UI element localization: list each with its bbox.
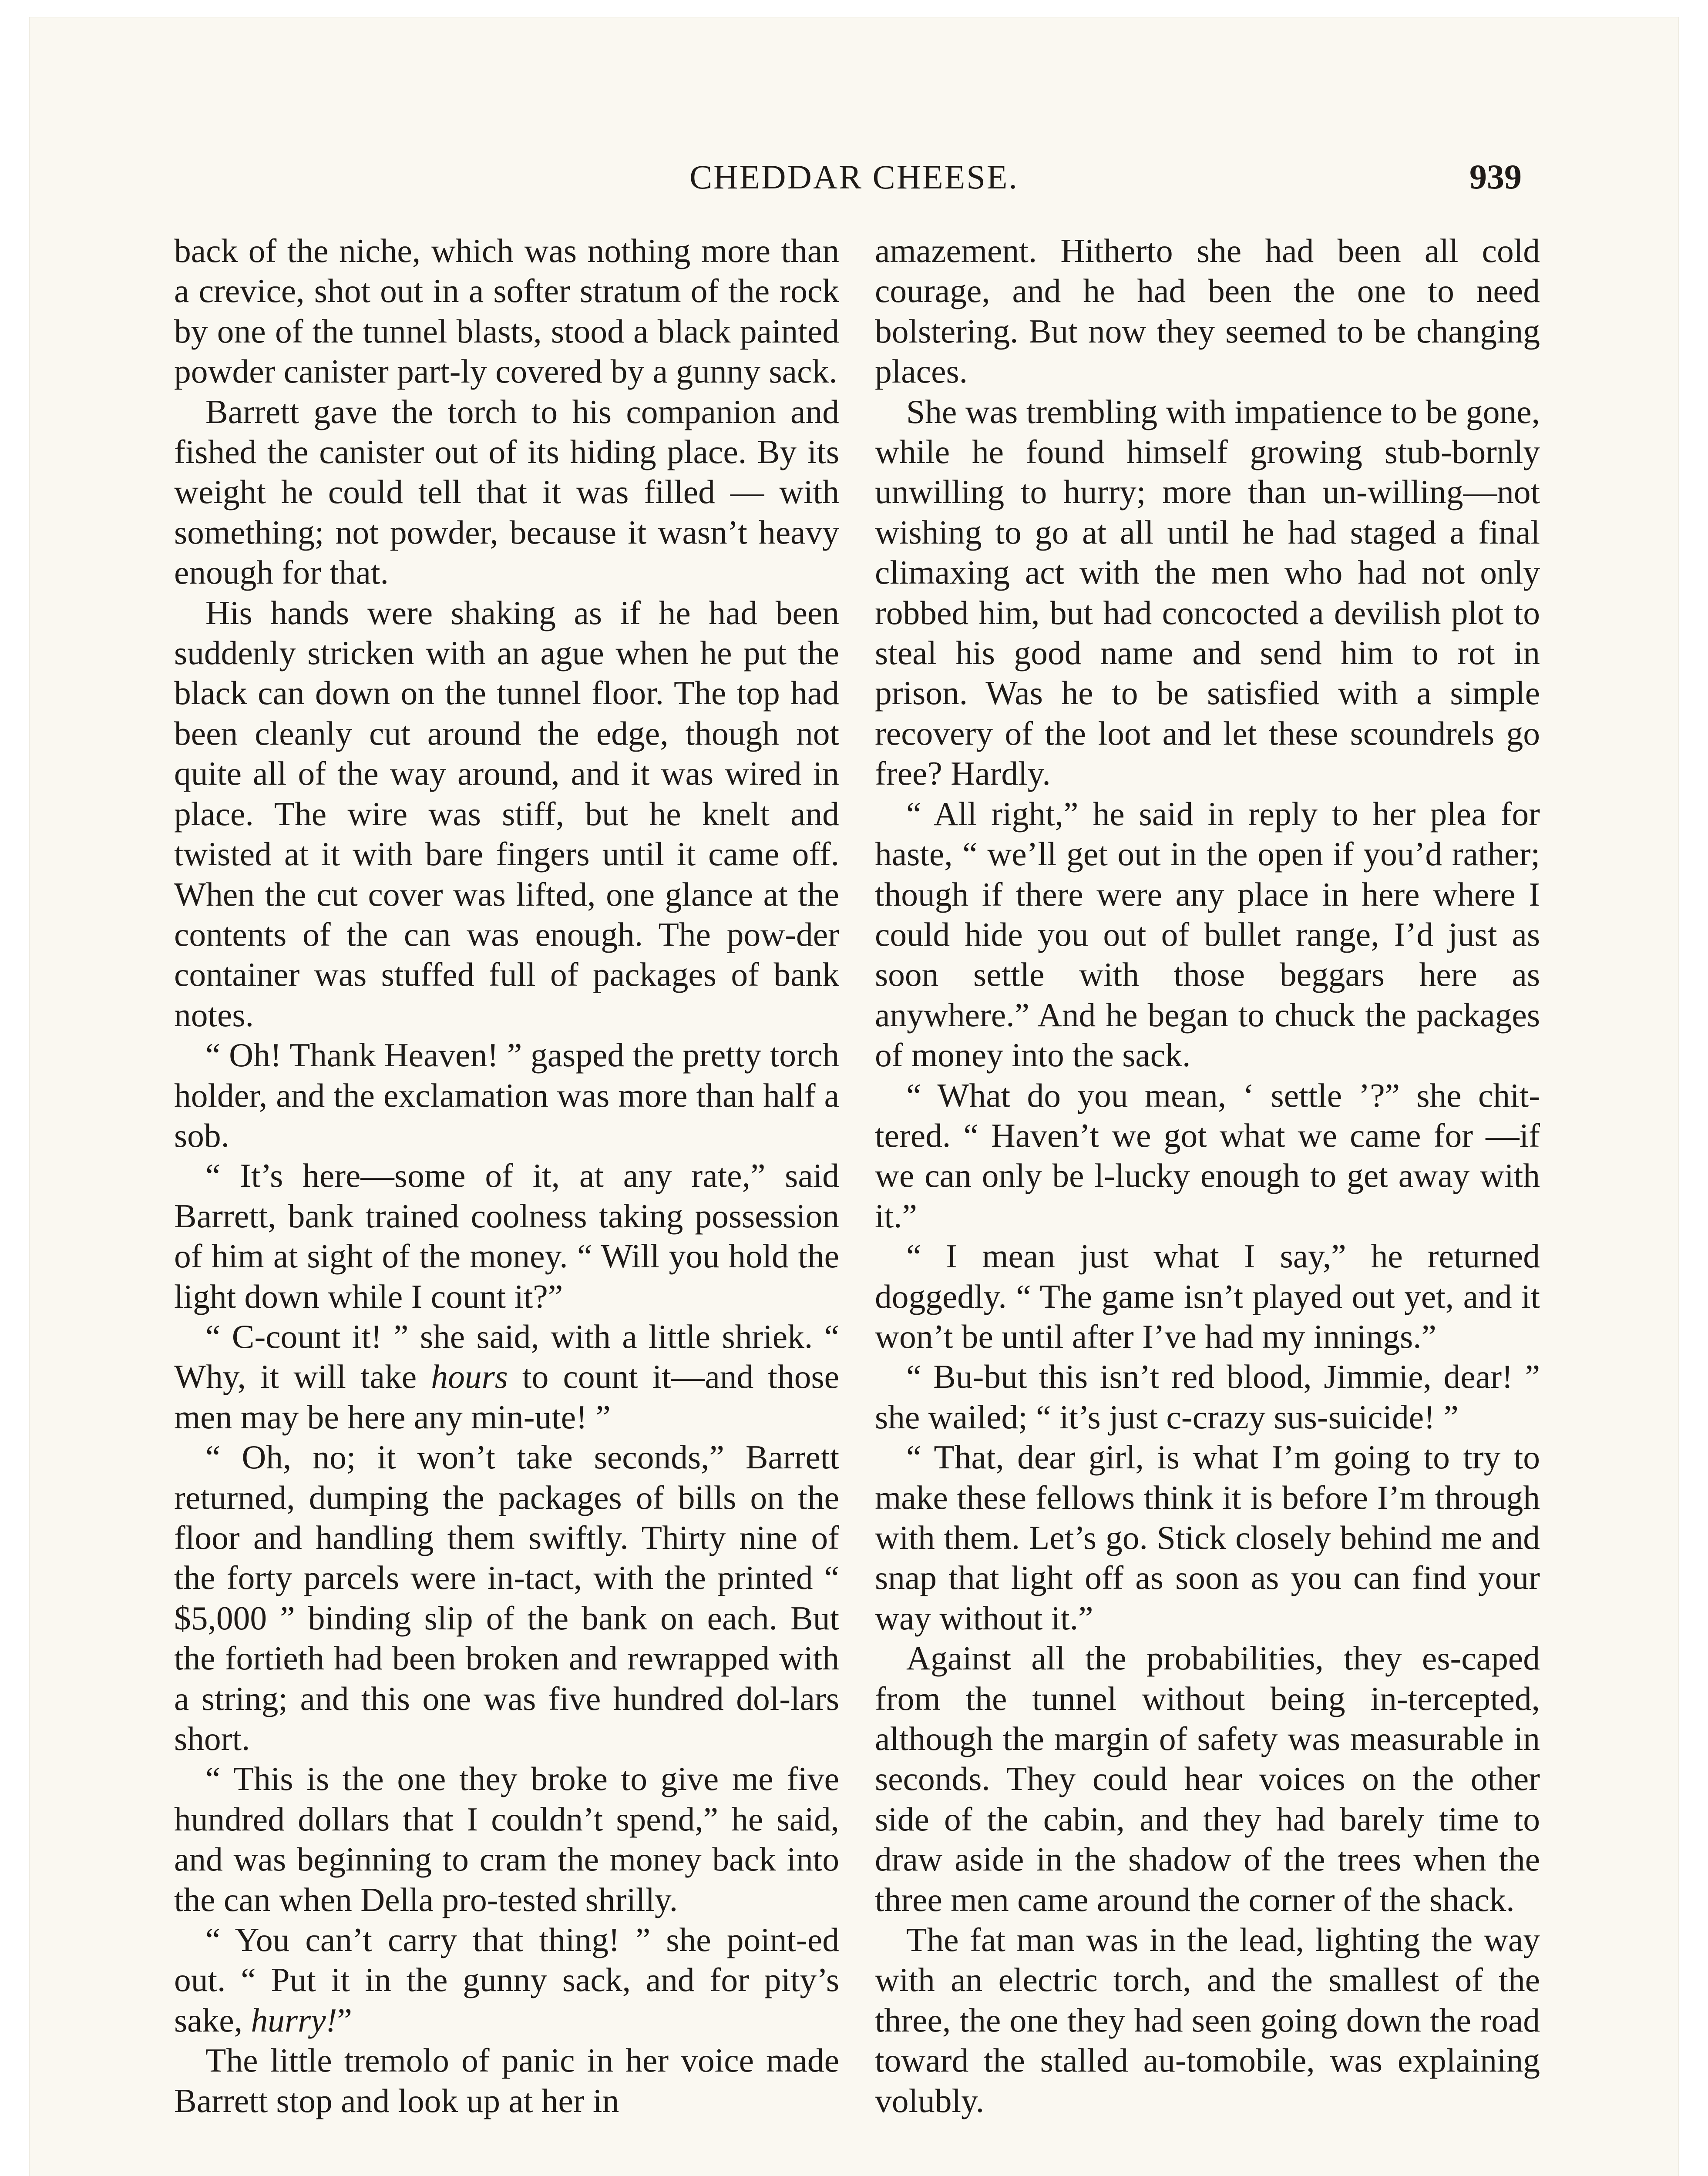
paragraph: Against all the probabilities, they es-caped from the tunnel without being in-tercepted, although the margin of safety was measurable in seconds. They could hear voices on the other side of the cabin, and they had barely time to draw aside in the shadow of the trees when the three men came around the corner of the shack. bbox=[875, 1639, 1540, 1918]
running-title: CHEDDAR CHEESE. bbox=[689, 158, 1019, 196]
page-header bbox=[30, 158, 1678, 205]
text-run: to count it—and those men may be here any min-ute! ” bbox=[174, 1358, 840, 1436]
book-page bbox=[30, 17, 1678, 2176]
paragraph bbox=[174, 1316, 839, 1437]
left-column bbox=[174, 231, 839, 2121]
paragraph bbox=[174, 1920, 839, 2040]
paragraph: “ All right,” he said in reply to her plea for haste, “ we’ll get out in the open if you’d rather; though if there were any place in here where I could hide you out of bullet range, I’d just as soon settle with those beggars here as anywhere.” And he began to chuck the packages of money into the sack. bbox=[875, 795, 1540, 1074]
text-run: ” bbox=[337, 2001, 352, 2039]
paragraph: She was trembling with impatience to be gone, while he found himself growing stub-bornly unwilling to hurry; more than un-willing—not wishing to go at all until he had staged a final climaxing act with the men who had not only robbed him, but had concocted a devilish plot to steal his good name and send him to rot in prison. Was he to be satisfied with a simple recovery of the loot and let these scoundrels go free? Hardly. bbox=[875, 393, 1540, 792]
italic-text: hours bbox=[431, 1358, 508, 1396]
paragraph: “ It’s here—some of it, at any rate,” said Barrett, bank trained coolness taking possession of him at sight of the money. “ Will you hold the light down while I count it?” bbox=[174, 1157, 839, 1315]
paragraph: “ Bu-but this isn’t red blood, Jimmie, dear! ” she wailed; “ it’s just c-crazy sus-suicide! ” bbox=[875, 1358, 1540, 1436]
paragraph: The little tremolo of panic in her voice made Barrett stop and look up at her in bbox=[174, 2042, 839, 2119]
italic-text: hurry! bbox=[251, 2001, 337, 2039]
paragraph: back of the niche, which was nothing more than a crevice, shot out in a softer stratum of the rock by one of the tunnel blasts, stood a black painted powder canister part-ly covered by a gunny sack. bbox=[174, 232, 839, 390]
paragraph: Barrett gave the torch to his companion and fished the canister out of its hiding place. By its weight he could tell that it was filled — with something; not powder, because it wasn’t heavy enough for that. bbox=[174, 393, 839, 591]
paragraph: His hands were shaking as if he had been suddenly stricken with an ague when he put the black can down on the tunnel floor. The top had been cleanly cut around the edge, though not quite all of the way around, and it was wired in place. The wire was stiff, but he knelt and twisted at it with bare fingers until it came off. When the cut cover was lifted, one glance at the contents of the can was enough. The pow-der container was stuffed full of packages of bank notes. bbox=[174, 594, 839, 1034]
page-number: 939 bbox=[1469, 158, 1522, 196]
paragraph: “ Oh, no; it won’t take seconds,” Barrett returned, dumping the packages of bills on the floor and handling them swiftly. Thirty nine of the forty parcels were in-tact, with the printed “ $5,000 ” binding slip of the bank on each. But the fortieth had been broken and rewrapped with a string; and this one was five hundred dol-lars short. bbox=[174, 1438, 839, 1758]
paragraph: amazement. Hitherto she had been all cold courage, and he had been the one to need bolstering. But now they seemed to be changing places. bbox=[875, 232, 1540, 390]
text-run: “ C-count it! ” she said, with a little shriek. “ Why, it will take bbox=[174, 1317, 839, 1396]
paragraph: “ That, dear girl, is what I’m going to try to make these fellows think it is before I’m through with them. Let’s go. Stick closely behind me and snap that light off as soon as you can find your way without it.” bbox=[875, 1438, 1540, 1637]
paragraph: The fat man was in the lead, lighting the way with an electric torch, and the smallest of the three, the one they had seen going down the road toward the stalled au-tomobile, was explaining volubly. bbox=[875, 1921, 1540, 2119]
paragraph: “ This is the one they broke to give me five hundred dollars that I couldn’t spend,” he said, and was beginning to cram the money back into the can when Della pro-tested shrilly. bbox=[174, 1760, 839, 1918]
text-run: “ You can’t carry that thing! ” she point-ed out. “ Put it in the gunny sack, and for pity’s sake, bbox=[174, 1921, 839, 2039]
paragraph: “ Oh! Thank Heaven! ” gasped the pretty torch holder, and the exclamation was more than half a sob. bbox=[174, 1036, 839, 1154]
paragraph: “ What do you mean, ‘ settle ’?” she chit-tered. “ Haven’t we got what we came for —if we can only be l-lucky enough to get away with it.” bbox=[875, 1076, 1540, 1235]
paragraph: “ I mean just what I say,” he returned doggedly. “ The game isn’t played out yet, and it won’t be until after I’ve had my innings.” bbox=[875, 1237, 1540, 1355]
right-column bbox=[875, 231, 1540, 2121]
